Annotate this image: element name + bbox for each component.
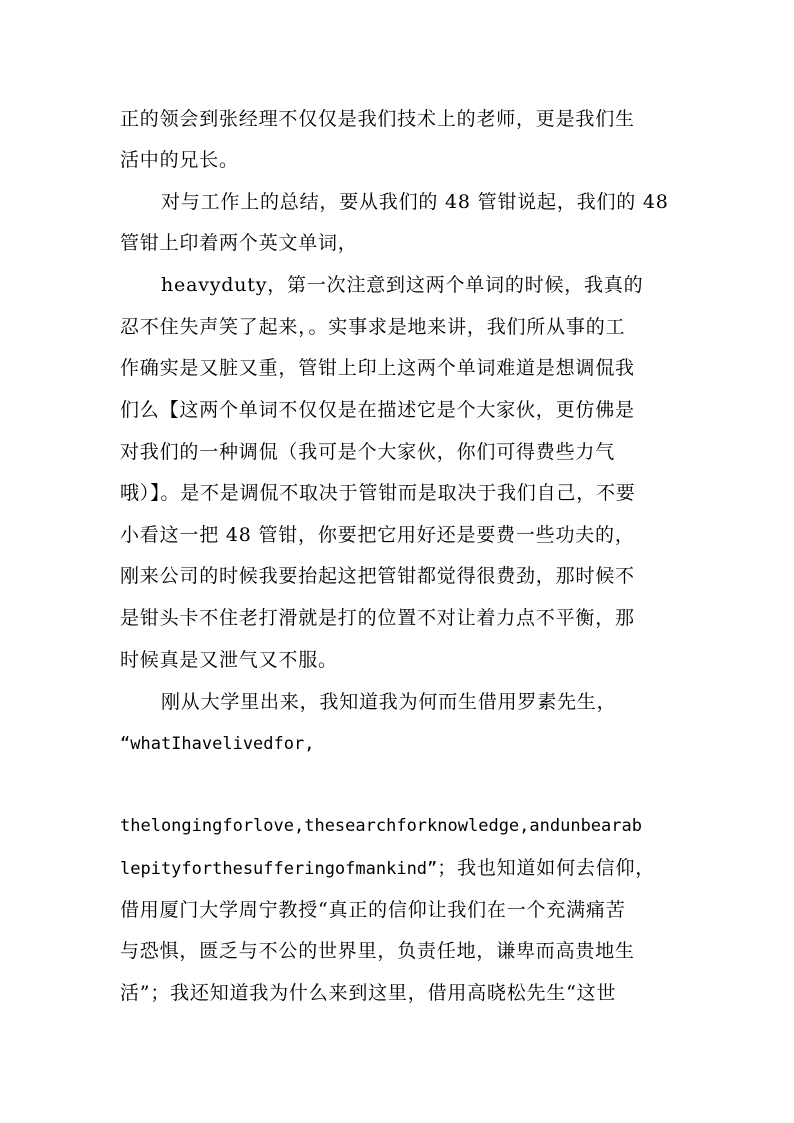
text-line-7: 作确实是又脏又重，管钳上印上这两个单词难道是想调侃我 [120,357,635,379]
text-line-4: 管钳上印着两个英文单词， [120,232,358,254]
text-line-18 [120,856,655,881]
text-line-15: 刚从大学里出来，我知道我为何而生借用罗素先生， [161,691,617,713]
text-line-16: “whatIhavelivedfor, [120,734,315,754]
text-line-3: 对与工作上的总结，要从我们的 48 管钳说起，我们的 48 [161,191,669,213]
chinese-continuation: ；我也知道如何去信仰， [437,857,656,879]
text-line-11: 小看这一把 48 管钳，你要把它用好还是要费一些功夫的， [120,524,635,546]
text-line-12: 刚来公司的时候我要抬起这把管钳都觉得很费劲，那时候不 [120,565,635,587]
text-line-10: 哦）】。是不是调侃不取决于管钳而是取决于我们自己，不要 [120,482,636,504]
english-quote-fragment: lepityforthesufferingofmankind” [120,859,438,879]
text-line-20: 与恐惧，匮乏与不公的世界里，负责任地，谦卑而高贵地生 [120,940,635,962]
text-line-14: 时候真是又泄气又不服。 [120,649,338,671]
text-line-5: heavyduty，第一次注意到这两个单词的时候，我真的 [161,274,644,296]
text-line-2: 活中的兄长。 [120,149,239,171]
text-line-17: thelongingforlove,thesearchforknowledge,andunbearab [120,816,642,836]
text-line-13: 是钳头卡不住老打滑就是打的位置不对让着力点不平衡，那 [120,607,635,629]
text-line-21: 活”；我还知道我为什么来到这里，借用高晓松先生“这世 [120,982,617,1004]
text-line-6: 忍不住失声笑了起来，。实事求是地来讲，我们所从事的工 [120,316,626,338]
text-line-8: 们么【这两个单词不仅仅是在描述它是个大家伙，更仿佛是 [120,399,635,421]
text-line-9: 对我们的一种调侃（我可是个大家伙，你们可得费些力气 [120,441,616,463]
text-line-1: 正的领会到张经理不仅仅是我们技术上的老师，更是我们生 [120,108,635,130]
text-line-19: 借用厦门大学周宁教授“真正的信仰让我们在一个充满痛苦 [120,899,626,921]
